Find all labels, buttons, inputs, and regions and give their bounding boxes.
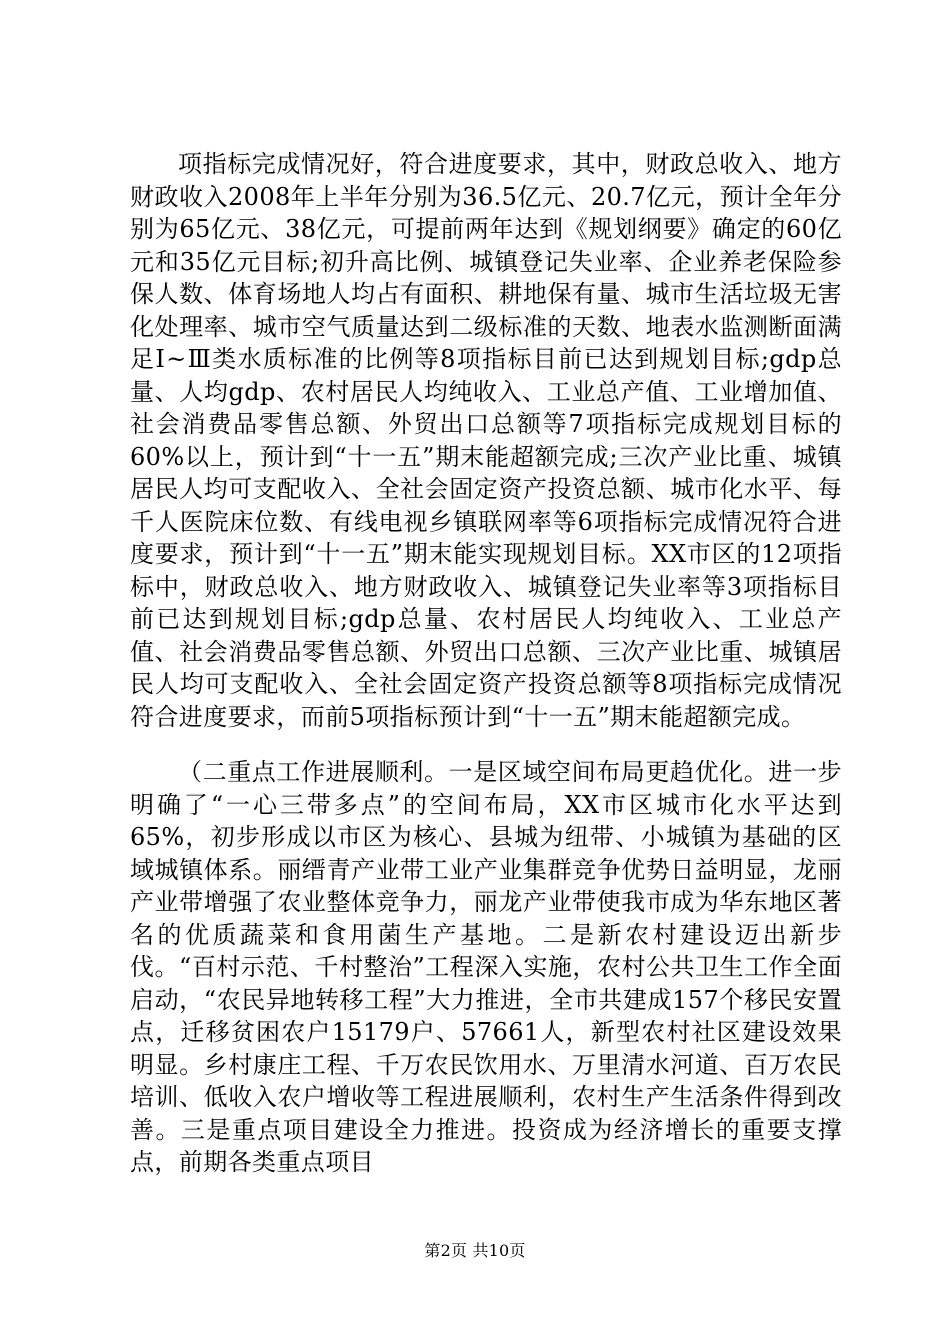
body-paragraph-2: （二重点工作进展顺利。一是区域空间布局更趋优化。进一步明确了“一心三带多点”的空间布局，XX市区城市化水平达到65%，初步形成以市区为核心、县城为纽带、小城镇为基础的区域城镇体系。丽缙青产业带工业产业集群竞争优势日益明显，龙丽产业带增强了农业整体竞争力，丽龙产业带使我市成为华东地区著名的优质蔬菜和食用菌生产基地。二是新农村建设迈出新步伐。“百村示范、千村整治”工程深入实施，农村公共卫生工作全面启动，“农民异地转移工程”大力推进，全市共建成157个移民安置点，迁移贫困农户15179户、57661人，新型农村社区建设效果明显。乡村康庄工程、千万农民饮用水、万里清水河道、百万农民培训、低收入农户增收等工程进展顺利，农村生产生活条件得到改善。三是重点项目建设全力推进。投资成为经济增长的重要支撑点，前期各类重点项目 [130, 758, 842, 1176]
page-number-footer: 第2页 共10页 [424, 1241, 526, 1260]
body-paragraph-1: 项指标完成情况好，符合进度要求，其中，财政总收入、地方财政收入2008年上半年分别为36.5亿元、20.7亿元，预计全年分别为65亿元、38亿元，可提前两年达到《规划纲要》确定的60亿元和35亿元目标;初升高比例、城镇登记失业率、企业养老保险参保人数、体育场地人均占有面积、耕地保有量、城市生活垃圾无害化处理率、城市空气质量达到二级标准的天数、地表水监测断面满足Ⅰ~Ⅲ类水质标准的比例等8项指标目前已达到规划目标;gdp总量、人均gdp、农村居民人均纯收入、工业总产值、工业增加值、社会消费品零售总额、外贸出口总额等7项指标完成规划目标的60%以上，预计到“十一五”期末能超额完成;三次产业比重、城镇居民人均可支配收入、全社会固定资产投资总额、城市化水平、每千人医院床位数、有线电视乡镇联网率等6项指标完成情况符合进度要求，预计到“十一五”期末能实现规划目标。XX市区的12项指标中，财政总收入、地方财政收入、城镇登记失业率等3项指标目前已达到规划目标;gdp总量、农村居民人均纯收入、工业总产值、社会消费品零售总额、外贸出口总额、三次产业比重、城镇居民人均可支配收入、全社会固定资产投资总额等8项指标完成情况符合进度要求，而前5项指标预计到“十一五”期末能超额完成。 [130, 150, 842, 731]
